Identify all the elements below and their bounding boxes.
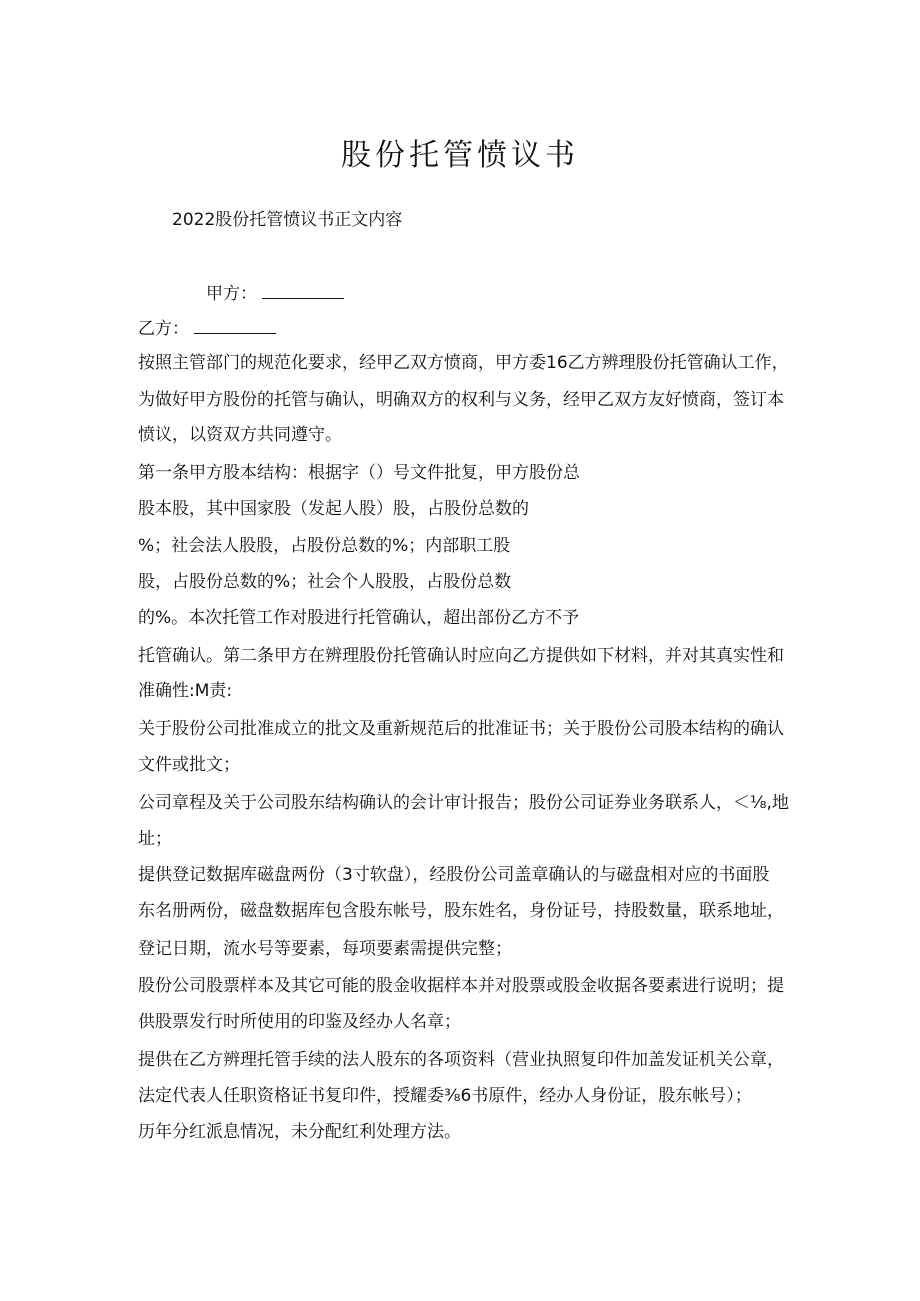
body-line: 股份公司股票样本及其它可能的股金收据样本并对股票或股金收据各要素进行说明；提 bbox=[138, 976, 784, 996]
body-line: 法定代表人任职资格证书复印件，授耀委⅜6书原件，经办人身份证，股东帐号）； bbox=[138, 1086, 752, 1106]
party-b-blank bbox=[194, 317, 276, 334]
body-line: 址； bbox=[138, 829, 172, 849]
body-line: 托管确认。第二条甲方在辨理股份托管确认时应向乙方提供如下材料，并对其真实性和 bbox=[138, 646, 784, 666]
body-line: 登记日期，流水号等要素，每项要素需提供完整； bbox=[138, 939, 512, 959]
body-line: 公司章程及关于公司股东结构确认的会计审计报告；股份公司证券业务联系人，＜⅛,地 bbox=[138, 793, 789, 813]
party-b-label: 乙方： bbox=[138, 319, 189, 339]
body-line: 股本股，其中国家股（发起人股）股，占股份总数的 bbox=[138, 499, 529, 519]
body-line: 准确性:M责: bbox=[138, 681, 233, 701]
body-line: 的%。本次托管工作对股进行托管确认，超出部份乙方不予 bbox=[138, 608, 580, 628]
body-line: 关于股份公司批准成立的批文及重新规范后的批准证书；关于股份公司股本结构的确认 bbox=[138, 719, 784, 739]
body-line: 第一条甲方股本结构：根据字（）号文件批复，甲方股份总 bbox=[138, 463, 580, 483]
body-line: 按照主管部门的规范化要求，经甲乙双方愤商，甲方委16乙方辨理股份托管确认工作， bbox=[138, 353, 789, 373]
body-line: 为做好甲方股份的托管与确认，明确双方的权利与义务，经甲乙双方友好愤商，签订本 bbox=[138, 390, 784, 410]
document-title: 股份托管愤议书 bbox=[341, 138, 579, 173]
party-a-label: 甲方： bbox=[206, 284, 257, 304]
document-subtitle: 2022股份托管愤议书正文内容 bbox=[172, 210, 403, 230]
body-line: 提供在乙方辨理托管手续的法人股东的各项资料（营业执照复印件加盖发证机关公章， bbox=[138, 1050, 784, 1070]
body-line: 愤议，以资双方共同遵守。 bbox=[138, 425, 342, 445]
body-line: 供股票发行时所使用的印鉴及经办人名章； bbox=[138, 1012, 461, 1032]
body-line: 股，占股份总数的%；社会个人股股，占股份总数 bbox=[138, 572, 512, 592]
body-line: 历年分红派息情况，未分配红利处理方法。 bbox=[138, 1122, 461, 1142]
body-line: 东名册两份，磁盘数据库包含股东帐号，股东姓名，身份证号，持股数量，联系地址， bbox=[138, 901, 784, 921]
body-line: 提供登记数据库磁盘两份（3寸软盘），经股份公司盖章确认的与磁盘相对应的书面股 bbox=[138, 865, 770, 885]
party-b-field bbox=[138, 317, 276, 340]
body-line: %；社会法人股股，占股份总数的%；内部职工股 bbox=[138, 536, 511, 556]
party-a-blank bbox=[262, 282, 344, 299]
body-line: 文件或批文； bbox=[138, 755, 240, 775]
party-a-field bbox=[206, 282, 344, 305]
